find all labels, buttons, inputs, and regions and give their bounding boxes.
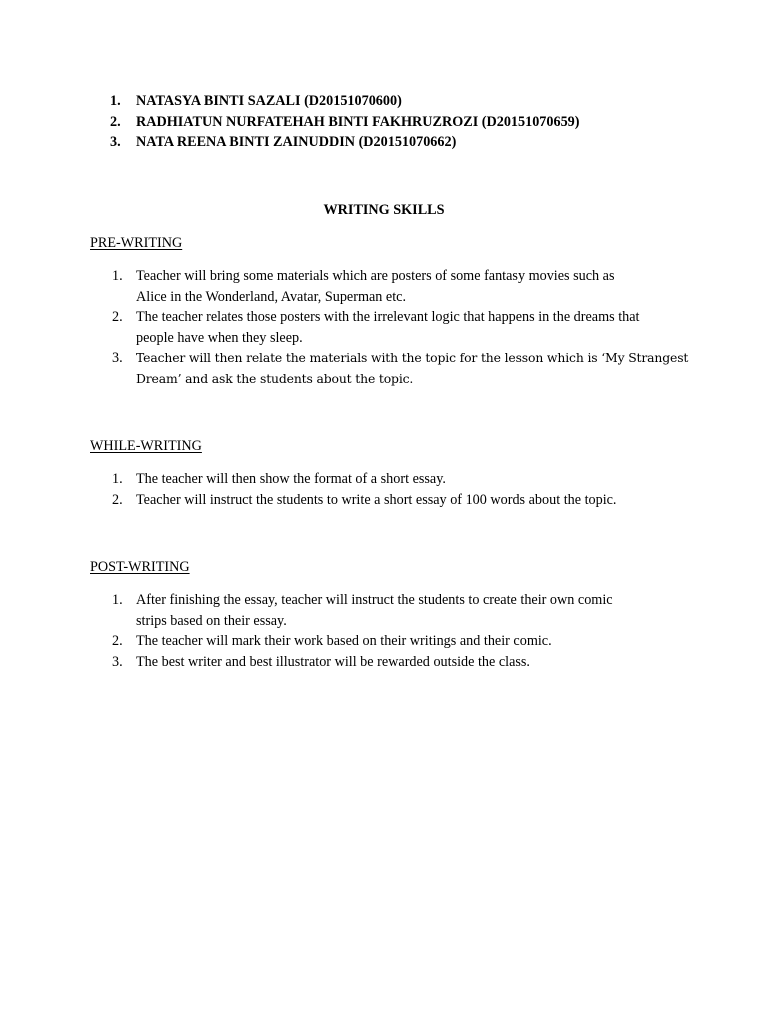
list-item (110, 590, 700, 631)
list-item (110, 266, 700, 307)
list-number: 3. (110, 134, 121, 151)
document-title: WRITING SKILLS (323, 202, 445, 218)
section-heading-pre-writing: PRE-WRITING (90, 235, 183, 251)
list-item-line: Dream’ and ask the students about the topic. (136, 370, 414, 386)
list-number: 1. (110, 93, 121, 109)
section-heading-post-writing: POST-WRITING (90, 559, 190, 575)
list-number: 2. (112, 309, 123, 326)
list-number: 3. (112, 350, 123, 367)
list-item-line: Teacher will bring some materials which are posters of some fantasy movies such as (136, 268, 615, 284)
list-item-line: The teacher will then show the format of a short essay. (136, 471, 446, 487)
list-number: 2. (112, 491, 123, 508)
list-item-line: The teacher will mark their work based on their writings and their comic. (136, 633, 552, 650)
list-item-line: people have when they sleep. (136, 329, 303, 346)
post-writing-list (110, 590, 700, 672)
list-number: 1. (112, 268, 123, 284)
author-item (110, 112, 730, 133)
list-item-line: The best writer and best illustrator will be rewarded outside the class. (136, 653, 530, 670)
list-number: 1. (112, 592, 123, 608)
author-name: NATA REENA BINTI ZAINUDDIN (D20151070662) (136, 134, 457, 151)
list-item (110, 490, 700, 511)
section-heading-while-writing: WHILE-WRITING (90, 438, 202, 454)
author-item (110, 91, 730, 112)
list-item-line: Teacher will instruct the students to write a short essay of 100 words about the topic. (136, 491, 617, 508)
list-number: 2. (112, 633, 123, 650)
list-item (110, 348, 700, 389)
list-item-line: Alice in the Wonderland, Avatar, Superman etc. (136, 288, 406, 305)
author-name: NATASYA BINTI SAZALI (D20151070600) (136, 93, 402, 109)
list-item-line: After finishing the essay, teacher will instruct the students to create their own comic (136, 592, 613, 608)
list-item-line: strips based on their essay. (136, 612, 287, 629)
author-name: RADHIATUN NURFATEHAH BINTI FAKHRUZROZI (D20151070659) (136, 113, 580, 130)
list-item (110, 469, 700, 490)
list-number: 2. (110, 113, 121, 130)
list-number: 3. (112, 653, 123, 670)
list-item-line: Teacher will then relate the materials with the topic for the lesson which is ‘My Strangest (136, 350, 689, 366)
author-list (110, 91, 730, 153)
list-item (110, 307, 700, 348)
author-item (110, 132, 730, 153)
while-writing-list (110, 469, 700, 510)
list-item (110, 652, 700, 673)
list-item (110, 631, 700, 652)
list-number: 1. (112, 471, 123, 487)
pre-writing-list (110, 266, 700, 390)
list-item-line: The teacher relates those posters with the irrelevant logic that happens in the dreams that (136, 309, 640, 326)
